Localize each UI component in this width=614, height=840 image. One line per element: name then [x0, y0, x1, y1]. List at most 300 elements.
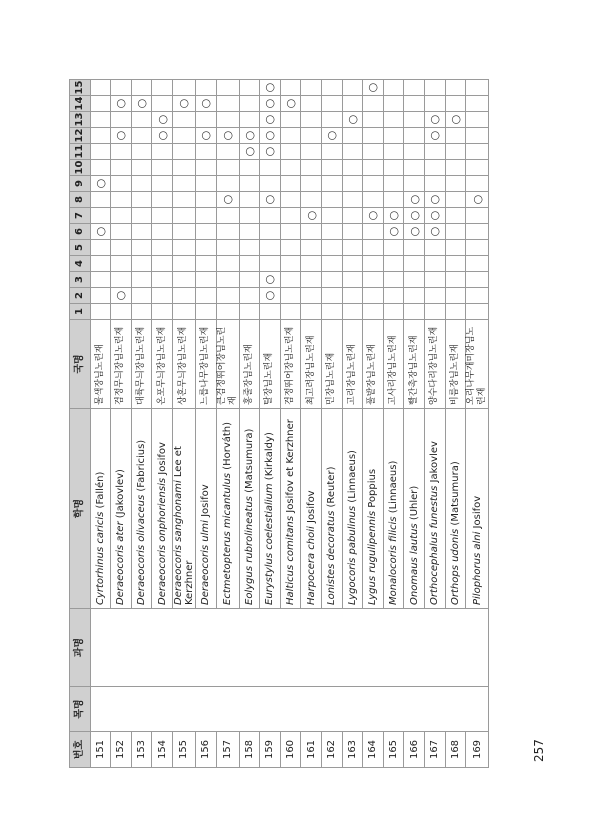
presence-mark: ○ [221, 130, 235, 141]
site-3-cell [172, 272, 195, 288]
site-4-cell [260, 256, 281, 272]
site-4-cell [383, 256, 404, 272]
korean-name: 오리나무개미장님노린재 [466, 320, 489, 409]
site-8-cell [466, 192, 489, 208]
site-5-cell [260, 240, 281, 256]
site-9-cell [152, 176, 173, 192]
site-6-cell [383, 224, 404, 240]
scientific-name [342, 409, 363, 609]
header-scientific: 학명 [70, 409, 91, 609]
site-12-cell [111, 128, 132, 144]
site-6-cell [342, 224, 363, 240]
site-6-cell [424, 224, 445, 240]
header-site-14: 14 [70, 96, 91, 112]
site-6-cell [404, 224, 425, 240]
presence-mark: ○ [263, 130, 277, 141]
presence-mark: ○ [155, 114, 169, 125]
row-number: 151 [90, 732, 111, 768]
site-10-cell [195, 160, 216, 176]
species-author: (Matsumura) [243, 428, 255, 497]
site-2-cell [321, 288, 342, 304]
header-site-10: 10 [70, 160, 91, 176]
site-11-cell [383, 144, 404, 160]
site-10-cell [172, 160, 195, 176]
site-5-cell [342, 240, 363, 256]
site-7-cell [195, 208, 216, 224]
site-1-cell [90, 304, 111, 320]
presence-mark: ○ [242, 130, 256, 141]
site-11-cell [152, 144, 173, 160]
presence-mark: ○ [242, 146, 256, 157]
header-site-12: 12 [70, 128, 91, 144]
site-6-cell [90, 224, 111, 240]
scientific-name [131, 409, 152, 609]
site-8-cell [321, 192, 342, 208]
site-3-cell [280, 272, 301, 288]
site-2-cell [342, 288, 363, 304]
site-8-cell [301, 192, 322, 208]
site-12-cell [321, 128, 342, 144]
site-12-cell [342, 128, 363, 144]
site-15-cell [424, 80, 445, 96]
site-12-cell [383, 128, 404, 144]
site-15-cell [239, 80, 260, 96]
site-11-cell [301, 144, 322, 160]
site-4-cell [152, 256, 173, 272]
site-11-cell [321, 144, 342, 160]
site-12-cell [445, 128, 466, 144]
row-number: 163 [342, 732, 363, 768]
site-9-cell [239, 176, 260, 192]
site-12-cell [301, 128, 322, 144]
site-11-cell [424, 144, 445, 160]
site-7-cell [404, 208, 425, 224]
site-6-cell [321, 224, 342, 240]
species-author: (Linnaeus) [388, 460, 400, 517]
site-4-cell [172, 256, 195, 272]
site-11-cell [466, 144, 489, 160]
presence-mark: ○ [387, 210, 401, 221]
site-11-cell [445, 144, 466, 160]
site-11-cell [172, 144, 195, 160]
site-8-cell [195, 192, 216, 208]
site-12-cell [363, 128, 384, 144]
site-2-cell [404, 288, 425, 304]
site-3-cell [445, 272, 466, 288]
header-site-1: 1 [70, 304, 91, 320]
site-9-cell [466, 176, 489, 192]
species-table [69, 79, 489, 768]
site-5-cell [404, 240, 425, 256]
site-11-cell [90, 144, 111, 160]
header-site-8: 8 [70, 192, 91, 208]
site-1-cell [260, 304, 281, 320]
site-5-cell [363, 240, 384, 256]
scientific-name [172, 409, 195, 609]
site-5-cell [152, 240, 173, 256]
site-6-cell [111, 224, 132, 240]
site-13-cell [383, 112, 404, 128]
site-15-cell [342, 80, 363, 96]
site-7-cell [152, 208, 173, 224]
site-2-cell [216, 288, 239, 304]
presence-mark: ○ [345, 114, 359, 125]
site-15-cell [466, 80, 489, 96]
korean-name: 느릅나무장님노린재 [195, 320, 216, 409]
scientific-name [90, 409, 111, 609]
site-15-cell [363, 80, 384, 96]
site-4-cell [363, 256, 384, 272]
site-2-cell [383, 288, 404, 304]
site-12-cell [466, 128, 489, 144]
presence-mark: ○ [428, 130, 442, 141]
site-11-cell [260, 144, 281, 160]
site-15-cell [111, 80, 132, 96]
species-author: (Kirkaldy) [264, 432, 276, 484]
presence-mark: ○ [407, 194, 421, 205]
scientific-name [152, 409, 173, 609]
species-author: Lee et Kerzhner [172, 446, 195, 605]
site-6-cell [195, 224, 216, 240]
site-10-cell [342, 160, 363, 176]
header-site-5: 5 [70, 240, 91, 256]
presence-mark: ○ [428, 194, 442, 205]
species-author: (Uhler) [408, 485, 420, 524]
site-14-cell [239, 96, 260, 112]
site-1-cell [216, 304, 239, 320]
species-author: (Horváth) [222, 421, 234, 473]
row-number: 158 [239, 732, 260, 768]
site-5-cell [424, 240, 445, 256]
site-9-cell [172, 176, 195, 192]
site-12-cell [152, 128, 173, 144]
header-site-11: 11 [70, 144, 91, 160]
site-15-cell [383, 80, 404, 96]
site-13-cell [424, 112, 445, 128]
header-site-13: 13 [70, 112, 91, 128]
site-13-cell [301, 112, 322, 128]
site-4-cell [195, 256, 216, 272]
site-6-cell [152, 224, 173, 240]
site-3-cell [404, 272, 425, 288]
site-3-cell [260, 272, 281, 288]
site-13-cell [172, 112, 195, 128]
site-5-cell [445, 240, 466, 256]
site-7-cell [90, 208, 111, 224]
site-13-cell [195, 112, 216, 128]
site-6-cell [131, 224, 152, 240]
site-8-cell [239, 192, 260, 208]
scientific-name [445, 409, 466, 609]
korean-name: 양수다리장님노린재 [424, 320, 445, 409]
site-1-cell [172, 304, 195, 320]
site-10-cell [152, 160, 173, 176]
site-6-cell [280, 224, 301, 240]
scientific-name [280, 409, 301, 609]
site-9-cell [90, 176, 111, 192]
presence-mark: ○ [304, 210, 318, 221]
site-9-cell [260, 176, 281, 192]
site-6-cell [260, 224, 281, 240]
species-binomial: Eurystylus coelestialium [264, 483, 276, 605]
site-12-cell [172, 128, 195, 144]
site-7-cell [111, 208, 132, 224]
site-5-cell [111, 240, 132, 256]
site-14-cell [363, 96, 384, 112]
site-4-cell [216, 256, 239, 272]
site-1-cell [280, 304, 301, 320]
site-1-cell [342, 304, 363, 320]
site-10-cell [363, 160, 384, 176]
site-2-cell [260, 288, 281, 304]
presence-mark: ○ [199, 130, 213, 141]
site-8-cell [260, 192, 281, 208]
page-number: 257 [532, 739, 546, 762]
site-10-cell [90, 160, 111, 176]
site-15-cell [404, 80, 425, 96]
site-14-cell [301, 96, 322, 112]
scientific-name [424, 409, 445, 609]
row-number: 154 [152, 732, 173, 768]
header-site-3: 3 [70, 272, 91, 288]
site-3-cell [424, 272, 445, 288]
korean-name: 검정뛰어장님노린재 [280, 320, 301, 409]
row-number: 156 [195, 732, 216, 768]
row-number: 166 [404, 732, 425, 768]
species-binomial: Onomaus lautus [408, 523, 420, 605]
species-binomial: Eolygus rubrolineatus [243, 496, 255, 605]
site-9-cell [424, 176, 445, 192]
site-4-cell [445, 256, 466, 272]
site-1-cell [301, 304, 322, 320]
species-author: (Fabricius) [136, 439, 148, 495]
site-11-cell [404, 144, 425, 160]
row-number: 157 [216, 732, 239, 768]
site-8-cell [424, 192, 445, 208]
site-7-cell [239, 208, 260, 224]
presence-mark: ○ [114, 130, 128, 141]
species-author: (Linnaeus) [346, 450, 358, 506]
site-4-cell [280, 256, 301, 272]
site-12-cell [280, 128, 301, 144]
site-12-cell [260, 128, 281, 144]
header-order: 목명 [70, 687, 91, 732]
site-13-cell [239, 112, 260, 128]
presence-mark: ○ [199, 98, 213, 109]
row-number: 168 [445, 732, 466, 768]
site-2-cell [131, 288, 152, 304]
presence-mark: ○ [263, 290, 277, 301]
header-site-9: 9 [70, 176, 91, 192]
site-8-cell [363, 192, 384, 208]
site-7-cell [445, 208, 466, 224]
presence-mark: ○ [448, 114, 462, 125]
presence-mark: ○ [387, 226, 401, 237]
presence-mark: ○ [135, 98, 149, 109]
species-binomial: Ectmetopterus micantulus [222, 473, 234, 605]
site-4-cell [131, 256, 152, 272]
species-author: Josifov et Kerzhner [285, 419, 297, 516]
site-3-cell [239, 272, 260, 288]
site-7-cell [216, 208, 239, 224]
site-14-cell [466, 96, 489, 112]
species-author: Jakovlev [429, 441, 441, 486]
site-10-cell [216, 160, 239, 176]
site-10-cell [131, 160, 152, 176]
species-binomial: Pilophorus alni [471, 531, 483, 605]
site-10-cell [301, 160, 322, 176]
site-12-cell [404, 128, 425, 144]
species-binomial: Deraeocoris onphoriensis [156, 477, 168, 605]
site-12-cell [131, 128, 152, 144]
species-author: Josifov [156, 442, 168, 478]
site-13-cell [111, 112, 132, 128]
site-1-cell [383, 304, 404, 320]
site-10-cell [321, 160, 342, 176]
site-1-cell [321, 304, 342, 320]
site-1-cell [445, 304, 466, 320]
site-13-cell [342, 112, 363, 128]
family-cell [90, 609, 489, 687]
header-row [70, 80, 91, 768]
site-8-cell [152, 192, 173, 208]
site-10-cell [280, 160, 301, 176]
site-2-cell [301, 288, 322, 304]
site-13-cell [90, 112, 111, 128]
site-11-cell [111, 144, 132, 160]
presence-mark: ○ [428, 114, 442, 125]
row-number: 159 [260, 732, 281, 768]
site-6-cell [216, 224, 239, 240]
site-3-cell [342, 272, 363, 288]
site-6-cell [363, 224, 384, 240]
site-5-cell [239, 240, 260, 256]
row-number: 165 [383, 732, 404, 768]
site-7-cell [131, 208, 152, 224]
species-binomial: Lonistes decoratus [326, 510, 338, 605]
site-2-cell [90, 288, 111, 304]
site-12-cell [239, 128, 260, 144]
korean-name: 빨간촉장님노린재 [404, 320, 425, 409]
site-4-cell [404, 256, 425, 272]
site-8-cell [342, 192, 363, 208]
site-14-cell [152, 96, 173, 112]
site-11-cell [363, 144, 384, 160]
site-14-cell [172, 96, 195, 112]
site-9-cell [131, 176, 152, 192]
presence-mark: ○ [263, 274, 277, 285]
scientific-name [321, 409, 342, 609]
site-9-cell [195, 176, 216, 192]
site-4-cell [111, 256, 132, 272]
species-author: Josifov [200, 484, 212, 521]
site-6-cell [301, 224, 322, 240]
site-9-cell [404, 176, 425, 192]
site-3-cell [383, 272, 404, 288]
species-binomial: Lygocoris pabulinus [346, 505, 358, 605]
site-9-cell [280, 176, 301, 192]
row-number: 164 [363, 732, 384, 768]
header-korean: 국명 [70, 320, 91, 409]
site-9-cell [383, 176, 404, 192]
species-author: (Fallén) [94, 471, 106, 512]
species-binomial: Monalocoris filicis [388, 516, 400, 605]
scientific-name [111, 409, 132, 609]
site-3-cell [466, 272, 489, 288]
site-10-cell [424, 160, 445, 176]
site-4-cell [466, 256, 489, 272]
site-1-cell [404, 304, 425, 320]
site-15-cell [90, 80, 111, 96]
species-author: (Matsumura) [449, 461, 461, 529]
row-number: 162 [321, 732, 342, 768]
site-5-cell [466, 240, 489, 256]
korean-name: 대륙무늬장님노린재 [131, 320, 152, 409]
site-15-cell [131, 80, 152, 96]
site-9-cell [342, 176, 363, 192]
row-number: 153 [131, 732, 152, 768]
site-1-cell [363, 304, 384, 320]
site-12-cell [216, 128, 239, 144]
site-1-cell [466, 304, 489, 320]
site-14-cell [111, 96, 132, 112]
species-binomial: Harpocera choii [305, 526, 317, 605]
site-8-cell [90, 192, 111, 208]
site-14-cell [131, 96, 152, 112]
site-5-cell [195, 240, 216, 256]
presence-mark: ○ [263, 146, 277, 157]
presence-mark: ○ [93, 178, 107, 189]
site-7-cell [321, 208, 342, 224]
site-8-cell [172, 192, 195, 208]
site-5-cell [280, 240, 301, 256]
presence-mark: ○ [284, 98, 298, 109]
species-binomial: Deraeocoris ulmi [200, 520, 212, 605]
presence-mark: ○ [263, 114, 277, 125]
site-2-cell [466, 288, 489, 304]
site-13-cell [404, 112, 425, 128]
site-11-cell [342, 144, 363, 160]
site-10-cell [260, 160, 281, 176]
site-13-cell [445, 112, 466, 128]
site-13-cell [280, 112, 301, 128]
site-6-cell [466, 224, 489, 240]
species-author: Josifov [471, 495, 483, 532]
site-6-cell [445, 224, 466, 240]
korean-name: 검정무늬장님노린재 [111, 320, 132, 409]
row-number: 155 [172, 732, 195, 768]
site-2-cell [195, 288, 216, 304]
scientific-name [216, 409, 239, 609]
korean-name: 풀밭장님노린재 [363, 320, 384, 409]
site-2-cell [363, 288, 384, 304]
site-12-cell [195, 128, 216, 144]
site-7-cell [260, 208, 281, 224]
site-15-cell [301, 80, 322, 96]
presence-mark: ○ [428, 226, 442, 237]
presence-mark: ○ [428, 210, 442, 221]
site-4-cell [342, 256, 363, 272]
site-5-cell [321, 240, 342, 256]
species-binomial: Deraeocoris sanghonami [172, 480, 184, 605]
site-3-cell [111, 272, 132, 288]
presence-mark: ○ [366, 210, 380, 221]
presence-mark: ○ [114, 98, 128, 109]
site-2-cell [152, 288, 173, 304]
site-7-cell [172, 208, 195, 224]
site-14-cell [342, 96, 363, 112]
site-14-cell [280, 96, 301, 112]
